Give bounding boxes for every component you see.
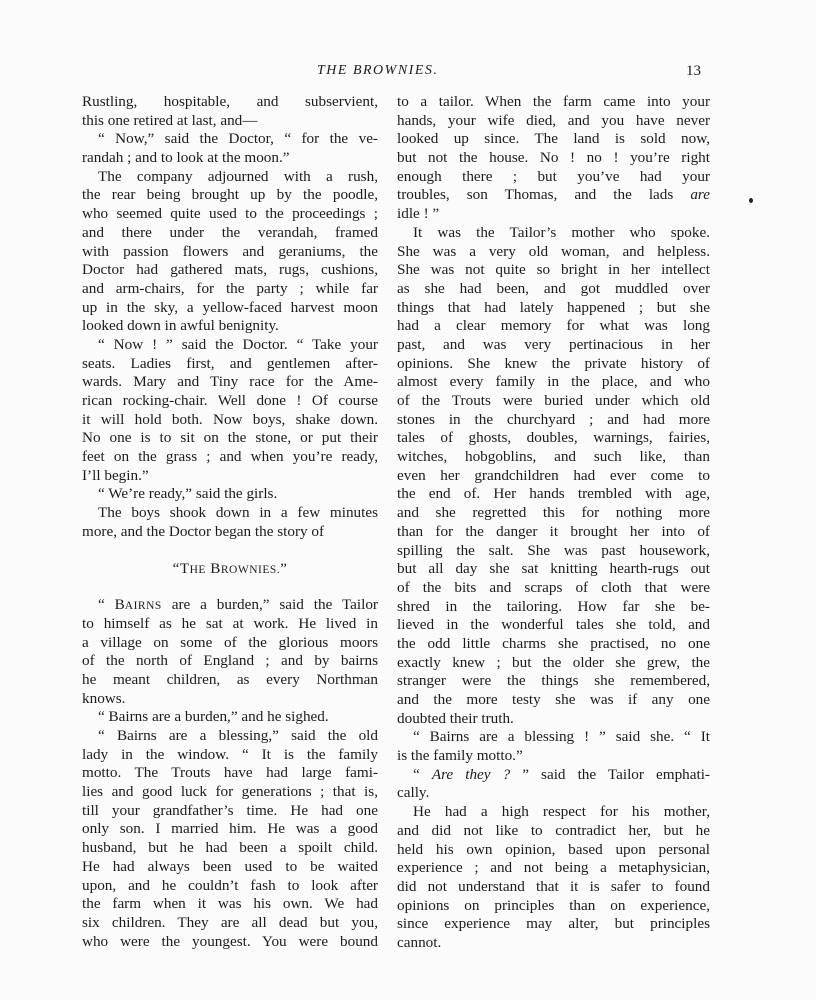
text-line: up in the sky, a yellow-faced harvest moon <box>82 298 378 316</box>
text-line: spilling the salt. She was past housework, <box>397 541 710 559</box>
text-line: randah ; and to look at the moon.” <box>82 149 290 167</box>
text-line: “ Bairns are a blessing,” said the old <box>98 727 378 744</box>
page-number: 13 <box>686 63 701 79</box>
ink-speck <box>749 198 753 203</box>
page-header <box>0 63 816 83</box>
text-line: “ BAIRNS are a burden,” said the Tailor <box>98 596 378 614</box>
text-line: She was a very old woman, and helpless. <box>397 242 710 260</box>
text-line: the rear being brought up by the poodle, <box>82 186 378 204</box>
text-line: opinions. She knew the private history of <box>397 354 710 372</box>
text-line: cally. <box>397 784 430 802</box>
text-line: even her grandchildren had ever come to <box>397 466 710 484</box>
text-line: and the more testy she was if any one <box>397 691 710 708</box>
text-line: opinions on principles than on experience, <box>397 896 710 914</box>
text-line: looked up since. The land is sold now, <box>397 130 710 148</box>
text-line: lieved in the wonderful tales she told, and <box>397 616 710 634</box>
text-line: of the bits and scraps of cloth that were <box>397 578 710 596</box>
text-line: and arm-chairs, for the party ; while far <box>82 279 378 297</box>
text-line: troubles, son Thomas, and the lads are <box>397 186 710 204</box>
text-line: Rustling, hospitable, and subservient, <box>82 93 378 110</box>
text-line: looked down in awful benignity. <box>82 317 279 335</box>
text-line: “ Are they ? ” said the Tailor emphati- <box>413 765 710 783</box>
text-line: and there under the verandah, framed <box>82 223 378 241</box>
text-line: He had always been used to be waited <box>82 857 378 875</box>
left-column <box>82 93 378 951</box>
text-line: the farm when it was his own. We had <box>82 895 378 913</box>
text-line: enough there ; but you’ve had your <box>397 167 710 185</box>
text-line: who seemed quite used to the proceedings ; <box>82 205 378 223</box>
text-line: six children. They are all dead but you, <box>82 913 378 931</box>
text-line: “ We’re ready,” said the girls. <box>98 485 278 503</box>
text-line: Doctor had gathered mats, rugs, cushions, <box>82 261 378 279</box>
text-line: since experience may alter, but principles <box>397 915 710 933</box>
text-line: is the family motto.” <box>397 747 523 765</box>
text-line: rican rocking-chair. Well done ! Of course <box>82 392 378 409</box>
text-line: the odd little charms she practised, no one <box>397 634 710 652</box>
text-line: The company adjourned with a rush, <box>98 167 378 185</box>
text-line: feet on the grass ; and when you’re ready, <box>82 448 378 466</box>
text-line: doubted their truth. <box>397 709 514 727</box>
text-line: only son. I married him. He was a good <box>82 820 378 838</box>
text-line: “ Now,” said the Doctor, “ for the ve- <box>98 130 378 148</box>
text-line: but all day she sat knitting hearth-rugs out <box>397 560 710 578</box>
text-line: he meant children, as every Northman <box>82 670 378 688</box>
text-line: to a tailor. When the farm came into your <box>397 93 710 110</box>
text-line: till your grandfather’s time. He had one <box>82 801 378 819</box>
text-line: exactly knew ; but the older she grew, the <box>397 653 710 671</box>
text-line: had a clear memory for what was long <box>397 317 710 335</box>
text-line: cannot. <box>397 933 442 951</box>
text-line: She was not quite so bright in her intellect <box>397 261 710 279</box>
text-line: did not understand that it is safer to found <box>397 877 710 895</box>
text-line: shred in the tailoring. How far she be- <box>397 597 710 615</box>
text-line: hands, your wife died, and you have never <box>397 111 710 129</box>
text-line: a village on some of the glorious moors <box>82 633 378 651</box>
text-line: He had a high respect for his mother, <box>413 803 710 821</box>
text-line: husband, but he had been a spoilt child. <box>82 839 378 857</box>
text-line: the end of. Her hands trembled with age, <box>397 485 710 503</box>
text-line: experience ; and not being a metaphysician, <box>397 859 710 877</box>
text-line: this one retired at last, and— <box>82 111 258 129</box>
text-line: “ Bairns are a blessing ! ” said she. “ It <box>413 728 710 746</box>
text-line: tales of ghosts, doubles, warnings, fairies, <box>397 429 710 447</box>
text-line: past, and was very pertinacious in her <box>397 335 710 353</box>
section-spacer <box>82 578 378 596</box>
text-line: things that had lately happened ; but she <box>397 298 710 316</box>
text-line: witches, hobgoblins, and such like, than <box>397 448 710 466</box>
text-line: idle ! ” <box>397 205 440 223</box>
text-line: motto. The Trouts have had large fami- <box>82 764 378 782</box>
story-heading: “THE BROWNIES.” <box>172 559 288 577</box>
text-line: almost every family in the place, and who <box>397 373 710 391</box>
text-line: The boys shook down in a few minutes <box>98 504 378 522</box>
text-line: of the Trouts were buried under which old <box>397 392 710 409</box>
text-line: I’ll begin.” <box>82 466 149 484</box>
text-line: of the north of England ; and by bairns <box>82 652 378 670</box>
text-line: lies and good luck for generations ; that is, <box>82 783 378 801</box>
section-spacer <box>82 542 378 560</box>
text-line: wards. Mary and Tiny race for the Ame- <box>82 373 378 391</box>
text-line: and did not like to contradict her, but he <box>397 821 710 839</box>
text-line: It was the Tailor’s mother who spoke. <box>413 223 710 241</box>
text-line: seats. Ladies first, and gentlemen after- <box>82 354 378 372</box>
text-line: No one is to sit on the stone, or put their <box>82 429 378 447</box>
text-line: it will hold both. Now boys, shake down. <box>82 410 378 428</box>
text-line: “ Now ! ” said the Doctor. “ Take your <box>98 335 378 353</box>
text-line: upon, and he couldn’t fash to look after <box>82 876 378 894</box>
text-line: to himself as he sat at work. He lived in <box>82 614 378 632</box>
text-line: more, and the Doctor began the story of <box>82 522 325 540</box>
text-line: and she regretted this for nothing more <box>397 504 710 522</box>
text-line: who were the youngest. You were bound <box>82 932 378 950</box>
text-line: stones in the churchyard ; and had more <box>397 410 710 428</box>
text-line: knows. <box>82 689 126 707</box>
text-line: “ Bairns are a burden,” and he sighed. <box>98 708 329 726</box>
text-line: but not the house. No ! no ! you’re right <box>397 149 710 167</box>
text-line: lady in the window. “ It is the family <box>82 745 378 763</box>
text-line: with passion flowers and geraniums, the <box>82 242 378 260</box>
right-column <box>397 93 710 953</box>
text-line: stranger were the things she remembered, <box>397 672 710 690</box>
text-line: as she had been, and got muddled over <box>397 279 710 297</box>
text-line: than for the danger it brought her into of <box>397 522 710 540</box>
text-line: held his own opinion, based upon personal <box>397 840 710 858</box>
running-title: THE BROWNIES. <box>317 63 439 78</box>
